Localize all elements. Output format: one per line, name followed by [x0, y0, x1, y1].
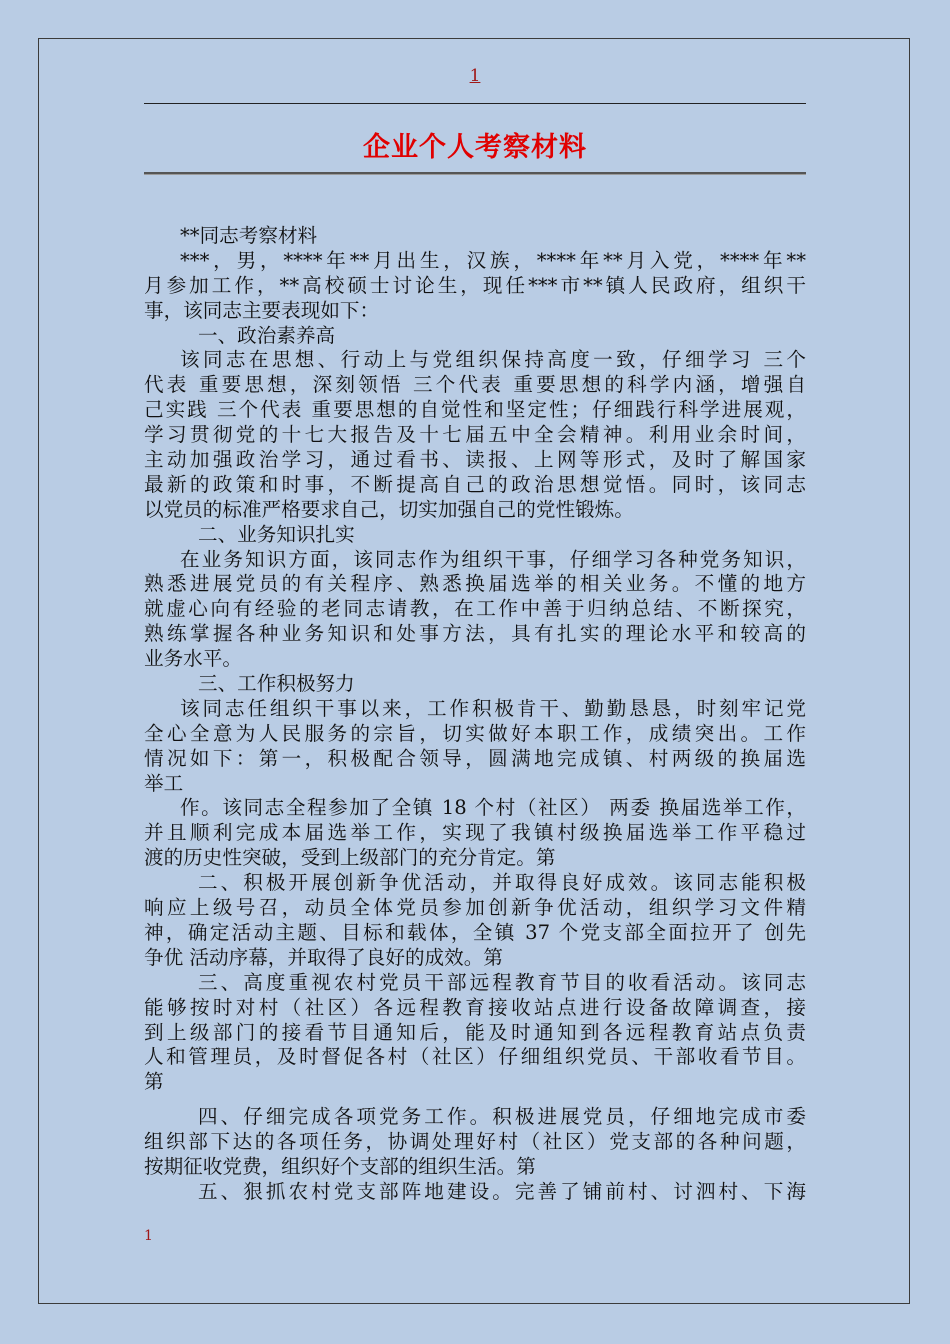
body-line: 以党员的标准严格要求自己，切实加强自己的党性锻炼。: [144, 497, 634, 521]
body-line: 四、仔细完成各项党务工作。积极进展党员，仔细地完成市委: [198, 1105, 806, 1129]
body-line: 人和管理员，及时督促各村（社区）仔细组织党员、干部收看节目。: [144, 1045, 806, 1069]
body-line: 作。该同志全程参加了全镇 18 个村（社区） 两委 换届选举工作，: [180, 796, 806, 820]
body-line: 二、积极开展创新争优活动，并取得良好成效。该同志能积极: [198, 871, 806, 895]
body-line: 在业务知识方面，该同志作为组织干事，仔细学习各种党务知识，: [180, 547, 806, 571]
body-line: 响应上级号召，动员全体党员参加创新争优活动，组织学习文件精: [144, 896, 806, 920]
body-line: 该同志在思想、行动上与党组织保持高度一致，仔细学习 三个: [180, 348, 806, 372]
header-page-number: 1: [469, 66, 481, 86]
body-line: 情况如下：第一，积极配合领导，圆满地完成镇、村两级的换届选: [144, 746, 806, 770]
document-title: 企业个人考察材料: [363, 132, 587, 163]
body-line: 学习贯彻党的十七大报告及十七届五中全会精神。利用业余时间，: [144, 423, 806, 447]
body-line: 三、高度重视农村党员干部远程教育节目的收看活动。该同志: [198, 970, 806, 994]
body-line: 熟悉进展党员的有关程序、熟悉换届选举的相关业务。不懂的地方: [144, 572, 806, 596]
body-line: ***，男，****年**月出生，汉族，****年**月入党，****年**: [180, 248, 806, 272]
body-line: 代表 重要思想，深刻领悟 三个代表 重要思想的科学内涵，增强自: [144, 373, 806, 397]
body-line: 争优 活动序幕，并取得了良好的成效。第: [144, 945, 503, 969]
body-line: 能够按时对村（社区）各远程教育接收站点进行设备故障调查，接: [144, 995, 806, 1019]
body-line: 神，确定活动主题、目标和载体，全镇 37 个党支部全面拉开了 创先: [144, 920, 806, 944]
body-line: 主动加强政治学习，通过看书、读报、上网等形式，及时了解国家: [144, 448, 806, 472]
body-line: 按期征收党费，组织好个支部的组织生活。第: [144, 1154, 536, 1178]
body-line: 业务水平。: [144, 647, 242, 671]
body-line: 月参加工作，**高校硕士讨论生，现任***市**镇人民政府，组织干: [144, 273, 806, 297]
section-heading-political: 一、政治素养高: [198, 323, 336, 347]
body-line: 该同志任组织干事以来，工作积极肯干、勤勤恳恳，时刻牢记党: [180, 696, 806, 720]
body-line: 并且顺利完成本届选举工作，实现了我镇村级换届选举工作平稳过: [144, 821, 806, 845]
body-line: 就虚心向有经验的老同志请教，在工作中善于归纳总结、不断探究，: [144, 597, 806, 621]
footer-page-number: 1: [144, 1228, 153, 1244]
section-heading-work: 三、工作积极努力: [198, 672, 355, 696]
document-body: [144, 224, 806, 1205]
section-heading-business: 二、业务知识扎实: [198, 522, 355, 546]
body-line: 渡的历史性突破，受到上级部门的充分肯定。第: [144, 846, 556, 870]
body-line: 举工: [144, 771, 184, 795]
title-divider: [144, 172, 806, 174]
header-divider: [144, 103, 806, 104]
body-line: 事，该同志主要表现如下：: [144, 298, 380, 322]
body-line: 第: [144, 1070, 164, 1094]
body-line: 到上级部门的接看节目通知后，能及时通知到各远程教育站点负责: [144, 1020, 806, 1044]
body-line: 组织部下达的各项任务，协调处理好村（社区）党支部的各种问题，: [144, 1130, 806, 1154]
body-line: 己实践 三个代表 重要思想的自觉性和坚定性；仔细践行科学进展观，: [144, 398, 806, 422]
subject-heading: **同志考察材料: [180, 224, 318, 247]
body-line: 熟练掌握各种业务知识和处事方法，具有扎实的理论水平和较高的: [144, 622, 806, 646]
body-line: 五、狠抓农村党支部阵地建设。完善了铺前村、讨泗村、下海: [198, 1179, 806, 1203]
body-line: 全心全意为人民服务的宗旨，切实做好本职工作，成绩突出。工作: [144, 721, 806, 745]
body-line: 最新的政策和时事，不断提高自己的政治思想觉悟。同时，该同志: [144, 472, 806, 496]
